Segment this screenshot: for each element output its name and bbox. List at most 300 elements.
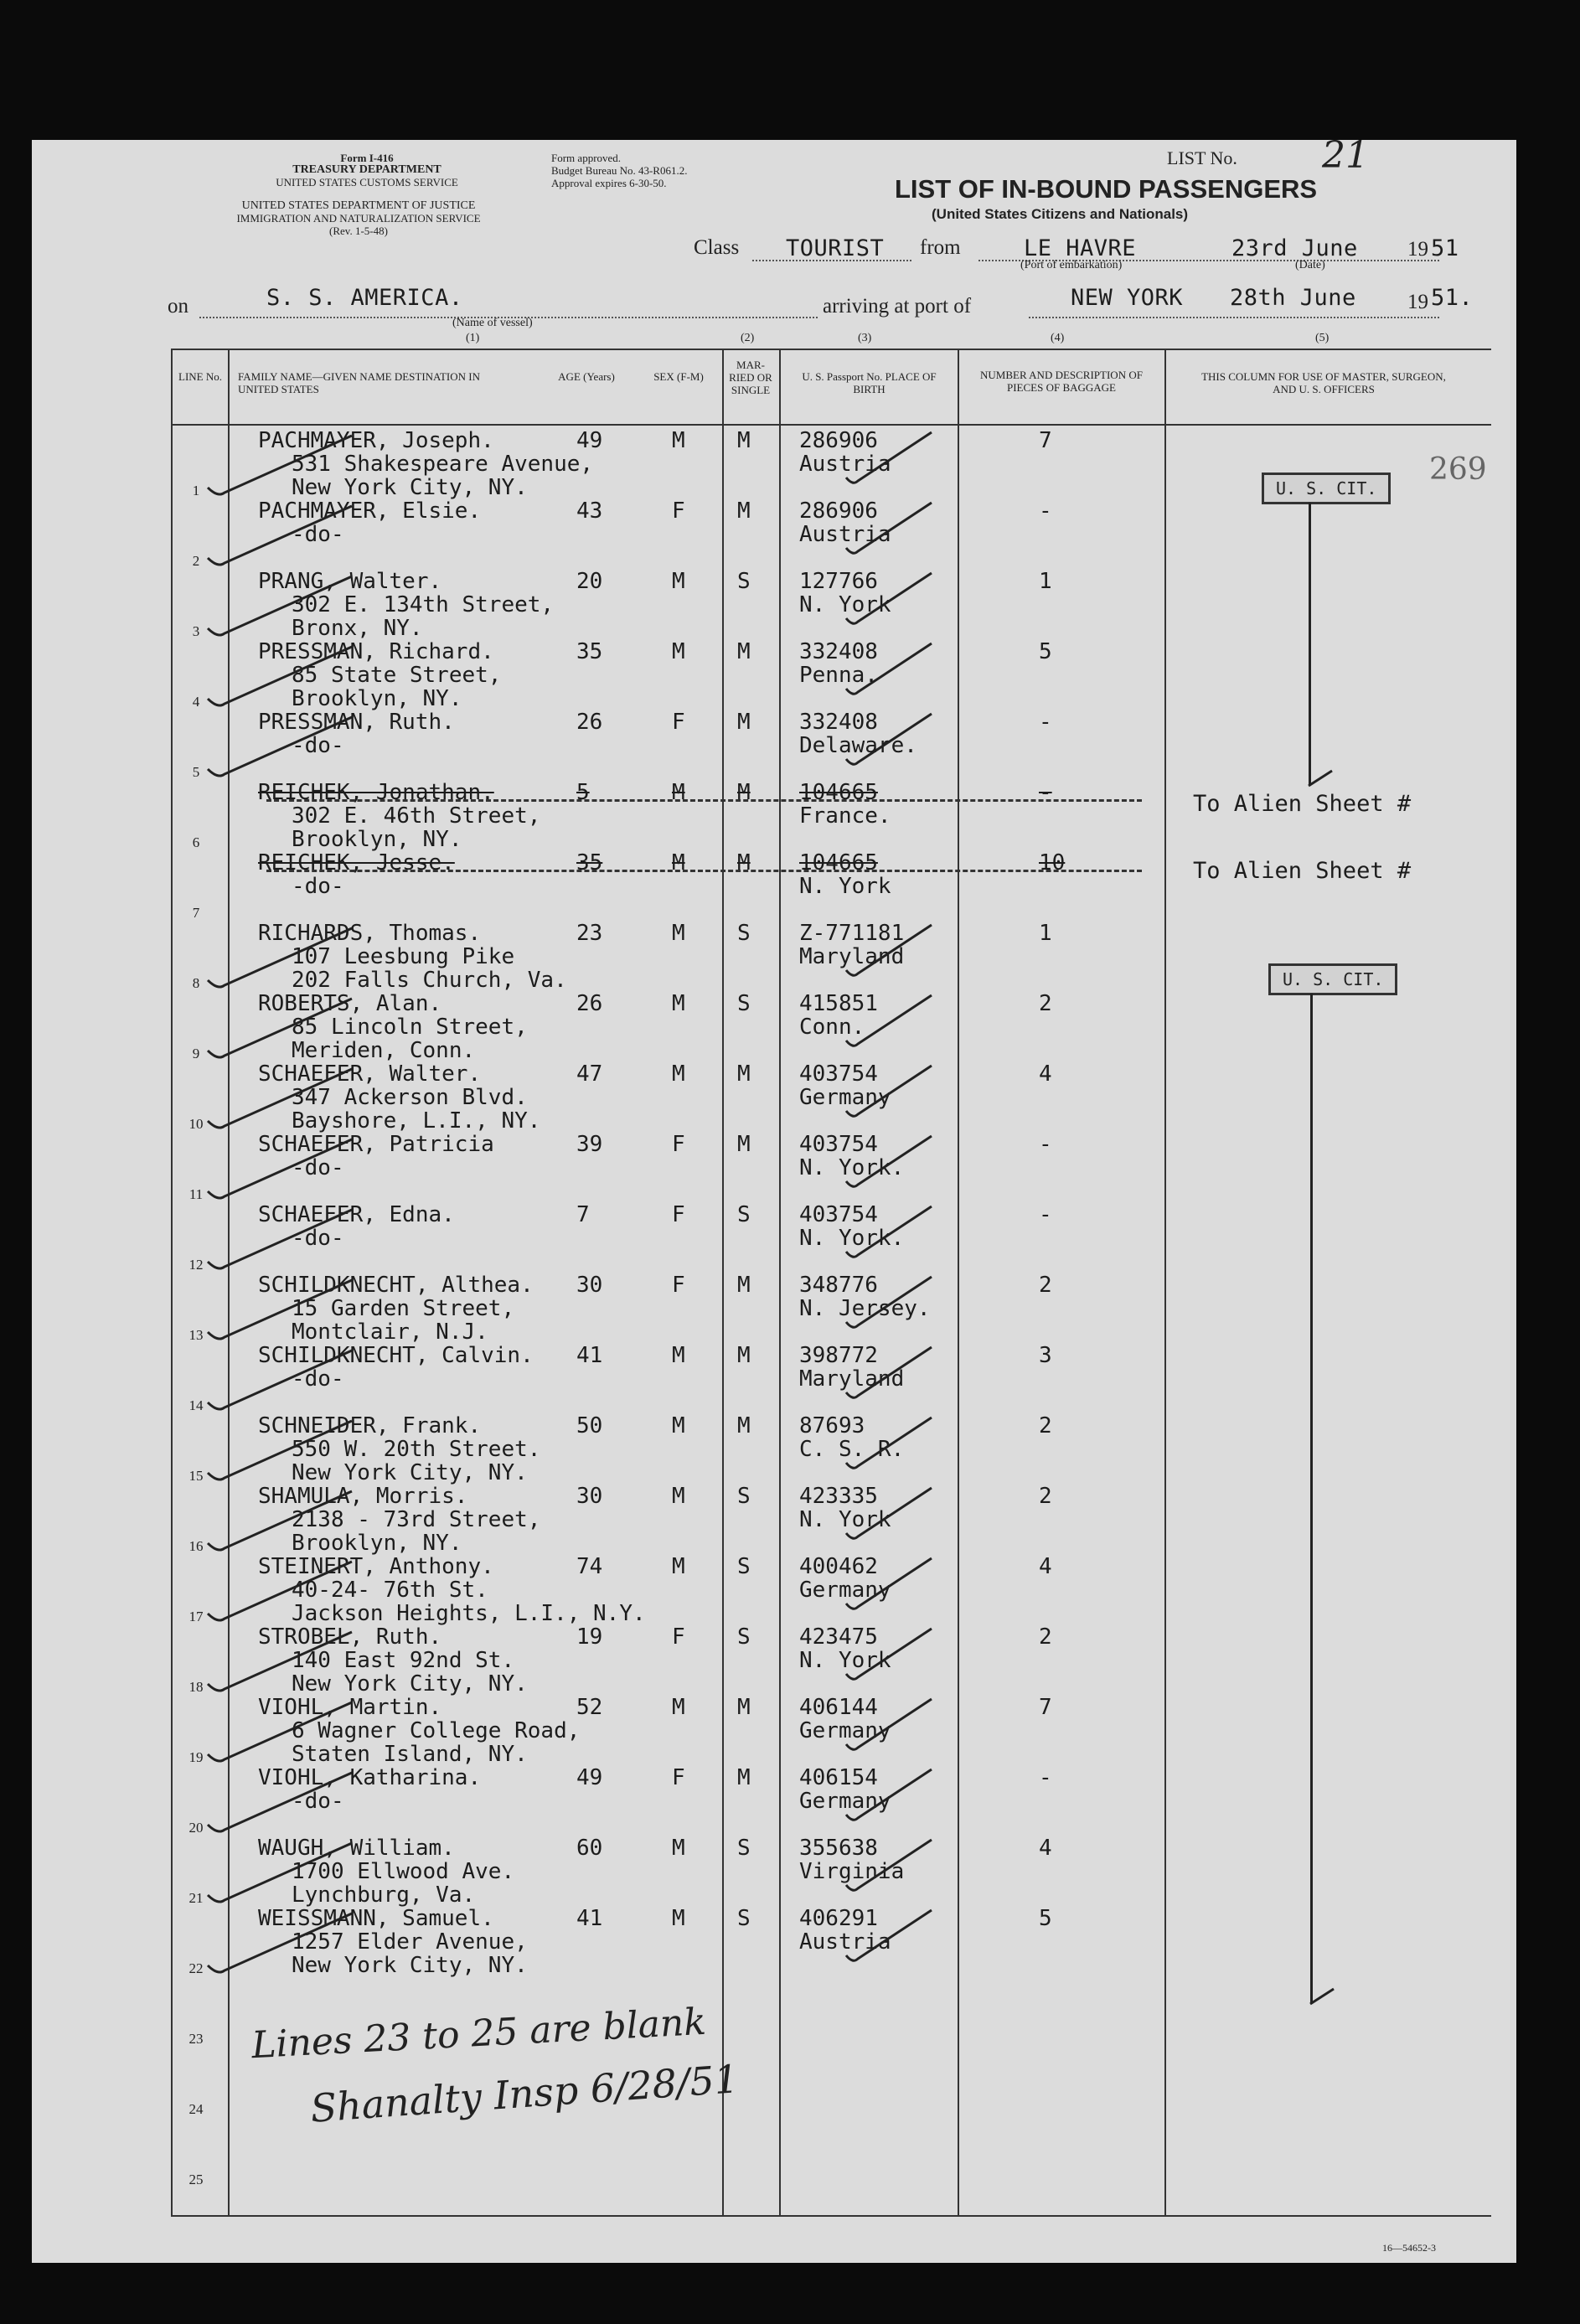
sex: M bbox=[672, 1695, 685, 1720]
dept-justice-sub: IMMIGRATION AND NATURALIZATION SERVICE bbox=[236, 212, 481, 225]
age: 19 bbox=[576, 1624, 603, 1650]
passenger-name: WAUGH, William. bbox=[258, 1836, 455, 1861]
check-mark bbox=[208, 1843, 352, 1902]
marital-status: M bbox=[737, 1273, 751, 1298]
place-of-birth: Maryland bbox=[799, 944, 905, 969]
address-line-1: 531 Shakespeare Avenue, bbox=[292, 452, 594, 477]
line-number: 17 bbox=[188, 1609, 204, 1624]
age: 41 bbox=[576, 1343, 603, 1368]
vessel-name: S. S. AMERICA. bbox=[266, 285, 463, 311]
approval-expires: Approval expires 6-30-50. bbox=[551, 177, 667, 189]
form-id: Form I-416 bbox=[340, 152, 394, 164]
col-header-baggage: NUMBER AND DESCRIPTION OF PIECES OF BAGGAGE bbox=[980, 369, 1143, 394]
address-line-1: 550 W. 20th Street. bbox=[292, 1437, 541, 1462]
line-number: 23 bbox=[188, 2031, 204, 2047]
sex: M bbox=[672, 1061, 685, 1087]
baggage-count: 1 bbox=[1039, 921, 1052, 946]
us-citizen-stamp: U. S. CIT. bbox=[1268, 963, 1397, 995]
col-num-1: (1) bbox=[466, 332, 480, 344]
passenger-name: REICHEK, Jesse. bbox=[258, 850, 455, 875]
passport-number: 406291 bbox=[799, 1906, 878, 1931]
sex: M bbox=[672, 1836, 685, 1861]
place-of-birth: Virginia bbox=[799, 1859, 905, 1884]
address-line-1: -do- bbox=[292, 1155, 344, 1180]
col-header-passport: U. S. Passport No. PLACE OF BIRTH bbox=[802, 370, 937, 395]
age: 52 bbox=[576, 1695, 603, 1720]
baggage-count: 4 bbox=[1039, 1061, 1052, 1087]
port-caption: (Port of embarkation) bbox=[1020, 259, 1123, 271]
address-line-2: Staten Island, NY. bbox=[292, 1742, 528, 1767]
marital-status: S bbox=[737, 569, 751, 594]
blank-lines-note: Lines 23 to 25 are blank bbox=[250, 2000, 708, 2068]
place-of-birth: Germany bbox=[799, 1085, 891, 1110]
place-of-birth: Germany bbox=[799, 1718, 891, 1743]
embark-year: 51 bbox=[1431, 235, 1459, 261]
check-mark bbox=[208, 1913, 352, 1972]
marital-status: S bbox=[737, 1484, 751, 1509]
address-line-2: Montclair, N.J. bbox=[292, 1320, 488, 1345]
passenger-name: SCHILDKNECHT, Calvin. bbox=[258, 1343, 534, 1368]
sex: M bbox=[672, 1484, 685, 1509]
address-line-1: -do- bbox=[292, 874, 344, 899]
place-of-birth: N. York. bbox=[799, 1155, 905, 1180]
passport-number: 286906 bbox=[799, 498, 878, 524]
sex: F bbox=[672, 1202, 685, 1227]
passport-number: 355638 bbox=[799, 1836, 878, 1861]
line-number: 1 bbox=[192, 483, 200, 498]
passport-number: 348776 bbox=[799, 1273, 878, 1298]
marital-status: M bbox=[737, 639, 751, 664]
marital-status: M bbox=[737, 1413, 751, 1438]
form-revision: (Rev. 1-5-48) bbox=[329, 225, 388, 237]
line-number: 7 bbox=[192, 905, 200, 921]
port-of-embarkation: LE HAVRE bbox=[1024, 235, 1137, 261]
passenger-name: SCHAEFER, Patricia bbox=[258, 1132, 494, 1157]
baggage-count: 2 bbox=[1039, 1484, 1052, 1509]
address-line-1: 85 Lincoln Street, bbox=[292, 1015, 528, 1040]
form-approved: Form approved. bbox=[551, 152, 622, 164]
check-mark bbox=[208, 1491, 352, 1550]
address-line-1: 302 E. 46th Street, bbox=[292, 803, 541, 829]
age: 49 bbox=[576, 428, 603, 453]
address-line-1: 347 Ackerson Blvd. bbox=[292, 1085, 528, 1110]
sex: M bbox=[672, 1413, 685, 1438]
passport-number: 403754 bbox=[799, 1132, 878, 1157]
col-num-5: (5) bbox=[1315, 332, 1330, 344]
age: 41 bbox=[576, 1906, 603, 1931]
sex: M bbox=[672, 639, 685, 664]
address-line-1: 302 E. 134th Street, bbox=[292, 592, 555, 617]
baggage-count: - bbox=[1039, 1765, 1052, 1790]
passenger-name: RICHARDS, Thomas. bbox=[258, 921, 482, 946]
baggage-count: 2 bbox=[1039, 1273, 1052, 1298]
check-mark bbox=[846, 714, 932, 764]
marital-status: M bbox=[737, 1765, 751, 1790]
marital-status: S bbox=[737, 1624, 751, 1650]
address-line-1: 1700 Ellwood Ave. bbox=[292, 1859, 515, 1884]
baggage-count: 2 bbox=[1039, 1413, 1052, 1438]
marital-status: M bbox=[737, 1343, 751, 1368]
bracket-foot bbox=[1309, 771, 1332, 786]
address-line-1: 140 East 92nd St. bbox=[292, 1648, 515, 1673]
line-number: 18 bbox=[188, 1679, 204, 1695]
passenger-name: SCHAEFER, Edna. bbox=[258, 1202, 455, 1227]
address-line-1: 1257 Elder Avenue, bbox=[292, 1929, 528, 1955]
check-mark bbox=[208, 1632, 352, 1691]
sex: M bbox=[672, 780, 685, 805]
address-line-2: New York City, NY. bbox=[292, 1671, 528, 1697]
check-mark bbox=[846, 1558, 932, 1609]
passport-number: 403754 bbox=[799, 1061, 878, 1087]
side-number: 269 bbox=[1429, 452, 1487, 487]
passport-number: 127766 bbox=[799, 569, 878, 594]
age: 49 bbox=[576, 1765, 603, 1790]
check-mark bbox=[846, 643, 932, 694]
marital-status: S bbox=[737, 1836, 751, 1861]
check-mark bbox=[208, 1562, 352, 1620]
check-mark bbox=[846, 432, 932, 483]
passenger-name: PRANG, Walter. bbox=[258, 569, 442, 594]
sex: M bbox=[672, 850, 685, 875]
dept-justice: UNITED STATES DEPARTMENT OF JUSTICE bbox=[241, 199, 476, 212]
marital-status: S bbox=[737, 1906, 751, 1931]
place-of-birth: C. S. R. bbox=[799, 1437, 905, 1462]
arrival-port: NEW YORK bbox=[1071, 285, 1184, 311]
address-line-2: New York City, NY. bbox=[292, 1953, 528, 1978]
arrival-date: 28th June bbox=[1230, 285, 1356, 311]
address-line-1: 2138 - 73rd Street, bbox=[292, 1507, 541, 1532]
check-mark bbox=[846, 995, 932, 1046]
place-of-birth: Delaware. bbox=[799, 733, 917, 758]
line-number: 16 bbox=[188, 1538, 204, 1554]
inspector-signature: Shanalty Insp 6/28/51 bbox=[308, 2056, 741, 2131]
page-subtitle: (United States Citizens and Nationals) bbox=[932, 206, 1189, 222]
check-mark bbox=[208, 928, 352, 987]
check-mark bbox=[846, 1699, 932, 1749]
check-mark bbox=[846, 1488, 932, 1538]
marital-status: S bbox=[737, 921, 751, 946]
line-number: 14 bbox=[188, 1397, 204, 1413]
sex: M bbox=[672, 428, 685, 453]
place-of-birth: N. York bbox=[799, 874, 891, 899]
year-prefix: 19 bbox=[1407, 238, 1428, 261]
sex: M bbox=[672, 1343, 685, 1368]
line-number: 10 bbox=[188, 1116, 204, 1132]
check-mark bbox=[846, 1206, 932, 1257]
passenger-name: PRESSMAN, Richard. bbox=[258, 639, 494, 664]
place-of-birth: Maryland bbox=[799, 1366, 905, 1392]
passport-number: 87693 bbox=[799, 1413, 865, 1438]
passport-number: 403754 bbox=[799, 1202, 878, 1227]
address-line-2: Brooklyn, NY. bbox=[292, 686, 462, 711]
check-mark bbox=[846, 1769, 932, 1820]
line-number: 5 bbox=[192, 764, 200, 780]
baggage-count: 5 bbox=[1039, 639, 1052, 664]
address-line-1: 107 Leesbung Pike bbox=[292, 944, 515, 969]
line-number: 4 bbox=[192, 694, 200, 710]
address-line-1: 40-24- 76th St. bbox=[292, 1578, 488, 1603]
line-number: 11 bbox=[188, 1186, 204, 1202]
marital-status: M bbox=[737, 498, 751, 524]
baggage-count: 4 bbox=[1039, 1836, 1052, 1861]
line-number: 21 bbox=[188, 1890, 204, 1906]
place-of-birth: Penna. bbox=[799, 663, 878, 688]
address-line-1: -do- bbox=[292, 1226, 344, 1251]
budget-bureau: Budget Bureau No. 43-R061.2. bbox=[551, 164, 688, 177]
baggage-count: 10 bbox=[1039, 850, 1066, 875]
line-number: 9 bbox=[192, 1046, 200, 1061]
passport-number: 332408 bbox=[799, 639, 878, 664]
arriving-label: arriving at port of bbox=[823, 295, 972, 318]
check-mark bbox=[208, 1421, 352, 1480]
place-of-birth: N. York. bbox=[799, 1226, 905, 1251]
col-num-3: (3) bbox=[858, 332, 872, 344]
passport-number: 406144 bbox=[799, 1695, 878, 1720]
passenger-name: PACHMAYER, Joseph. bbox=[258, 428, 494, 453]
address-line-1: -do- bbox=[292, 1366, 344, 1392]
place-of-birth: France. bbox=[799, 803, 891, 829]
place-of-birth: N. York bbox=[799, 1507, 891, 1532]
passport-number: 423475 bbox=[799, 1624, 878, 1650]
age: 5 bbox=[576, 780, 590, 805]
marital-status: M bbox=[737, 780, 751, 805]
date-caption: (Date) bbox=[1295, 259, 1325, 271]
check-mark bbox=[846, 1910, 932, 1960]
passport-number: 423335 bbox=[799, 1484, 878, 1509]
baggage-count: - bbox=[1039, 780, 1052, 805]
address-line-1: -do- bbox=[292, 1789, 344, 1814]
age: 26 bbox=[576, 991, 603, 1016]
address-line-2: Bronx, NY. bbox=[292, 616, 423, 641]
baggage-count: 4 bbox=[1039, 1554, 1052, 1579]
address-line-2: Meriden, Conn. bbox=[292, 1038, 476, 1063]
age: 20 bbox=[576, 569, 603, 594]
address-line-1: 15 Garden Street, bbox=[292, 1296, 515, 1321]
passenger-name: SCHNEIDER, Frank. bbox=[258, 1413, 482, 1438]
line-number: 8 bbox=[192, 975, 200, 991]
class-label: Class bbox=[694, 236, 740, 259]
sex: F bbox=[672, 1132, 685, 1157]
address-line-1: -do- bbox=[292, 522, 344, 547]
page-title: LIST OF IN-BOUND PASSENGERS bbox=[895, 174, 1318, 204]
check-mark bbox=[846, 925, 932, 975]
passport-number: Z-771181 bbox=[799, 921, 905, 946]
baggage-count: - bbox=[1039, 1132, 1052, 1157]
dept-treasury-sub: UNITED STATES CUSTOMS SERVICE bbox=[276, 176, 458, 189]
passport-number: 415851 bbox=[799, 991, 878, 1016]
line-number: 20 bbox=[188, 1820, 204, 1836]
passenger-name: ROBERTS, Alan. bbox=[258, 991, 442, 1016]
line-number: 22 bbox=[188, 1960, 204, 1976]
line-number: 25 bbox=[188, 2172, 204, 2187]
passenger-name: WEISSMANN, Samuel. bbox=[258, 1906, 494, 1931]
us-citizen-stamp: U. S. CIT. bbox=[1262, 473, 1391, 504]
arrival-year: 51. bbox=[1431, 285, 1474, 311]
check-mark bbox=[846, 1840, 932, 1890]
age: 23 bbox=[576, 921, 603, 946]
place-of-birth: Germany bbox=[799, 1578, 891, 1603]
age: 30 bbox=[576, 1273, 603, 1298]
check-mark bbox=[846, 503, 932, 553]
marital-status: S bbox=[737, 1554, 751, 1579]
place-of-birth: N. Jersey. bbox=[799, 1296, 931, 1321]
passenger-name: STEINERT, Anthony. bbox=[258, 1554, 494, 1579]
embark-date: 23rd June bbox=[1231, 235, 1358, 261]
marital-status: M bbox=[737, 428, 751, 453]
baggage-count: - bbox=[1039, 498, 1052, 524]
place-of-birth: N. York bbox=[799, 1648, 891, 1673]
sex: F bbox=[672, 710, 685, 735]
col-header-age: AGE (Years) bbox=[558, 370, 615, 383]
check-mark bbox=[208, 576, 352, 635]
class-value: TOURIST bbox=[786, 235, 885, 261]
age: 47 bbox=[576, 1061, 603, 1087]
address-line-2: Jackson Heights, L.I., N.Y. bbox=[292, 1601, 646, 1626]
passenger-name: SHAMULA, Morris. bbox=[258, 1484, 468, 1509]
address-line-2: Bayshore, L.I., NY. bbox=[292, 1108, 541, 1134]
passenger-name: SCHAEFER, Walter. bbox=[258, 1061, 482, 1087]
place-of-birth: N. York bbox=[799, 592, 891, 617]
passenger-name: SCHILDKNECHT, Althea. bbox=[258, 1273, 534, 1298]
check-mark bbox=[208, 506, 352, 565]
list-number: 21 bbox=[1322, 134, 1369, 177]
sex: M bbox=[672, 1906, 685, 1931]
address-line-1: 6 Wagner College Road, bbox=[292, 1718, 581, 1743]
year-prefix-2: 19 bbox=[1407, 291, 1428, 313]
col-header-name: FAMILY NAME—GIVEN NAME DESTINATION IN UNITED STATES bbox=[238, 370, 481, 395]
on-label: on bbox=[168, 295, 188, 318]
alien-sheet-note: To Alien Sheet # bbox=[1193, 791, 1412, 817]
address-line-1: 85 State Street, bbox=[292, 663, 502, 688]
address-line-2: New York City, NY. bbox=[292, 1460, 528, 1485]
place-of-birth: Austria bbox=[799, 1929, 891, 1955]
alien-sheet-note: To Alien Sheet # bbox=[1193, 858, 1412, 884]
passenger-name: STROBEL, Ruth. bbox=[258, 1624, 442, 1650]
marital-status: S bbox=[737, 1202, 751, 1227]
check-mark bbox=[208, 1210, 352, 1268]
baggage-count: 5 bbox=[1039, 1906, 1052, 1931]
list-no-label: LIST No. bbox=[1167, 147, 1237, 168]
passenger-name: VIOHL, Katharina. bbox=[258, 1765, 482, 1790]
passport-number: 104665 bbox=[799, 780, 878, 805]
footer-code-text: 16—54652-3 bbox=[1382, 2242, 1436, 2254]
baggage-count: 3 bbox=[1039, 1343, 1052, 1368]
address-line-2: New York City, NY. bbox=[292, 475, 528, 500]
passport-number: 104665 bbox=[799, 850, 878, 875]
age: 26 bbox=[576, 710, 603, 735]
line-number: 15 bbox=[188, 1468, 204, 1484]
passport-number: 286906 bbox=[799, 428, 878, 453]
line-number: 12 bbox=[188, 1257, 204, 1273]
sex: F bbox=[672, 1273, 685, 1298]
check-mark bbox=[846, 1347, 932, 1397]
check-mark bbox=[846, 573, 932, 623]
passenger-name: VIOHL, Martin. bbox=[258, 1695, 442, 1720]
dept-treasury: TREASURY DEPARTMENT bbox=[292, 163, 441, 176]
age: 35 bbox=[576, 850, 603, 875]
address-line-2: Lynchburg, Va. bbox=[292, 1882, 476, 1908]
line-number: 2 bbox=[192, 553, 200, 569]
from-label: from bbox=[920, 236, 961, 259]
age: 7 bbox=[576, 1202, 590, 1227]
baggage-count: 2 bbox=[1039, 1624, 1052, 1650]
bracket-foot bbox=[1310, 1989, 1334, 2004]
check-mark bbox=[846, 1418, 932, 1468]
age: 50 bbox=[576, 1413, 603, 1438]
check-mark bbox=[208, 1280, 352, 1339]
check-mark bbox=[208, 1139, 352, 1198]
baggage-count: 7 bbox=[1039, 428, 1052, 453]
age: 43 bbox=[576, 498, 603, 524]
place-of-birth: Austria bbox=[799, 452, 891, 477]
sex: F bbox=[672, 1765, 685, 1790]
check-mark bbox=[846, 1136, 932, 1186]
check-mark bbox=[208, 1069, 352, 1128]
col-num-2: (2) bbox=[741, 332, 755, 344]
marital-status: M bbox=[737, 1695, 751, 1720]
age: 35 bbox=[576, 639, 603, 664]
age: 30 bbox=[576, 1484, 603, 1509]
passenger-name: PRESSMAN, Ruth. bbox=[258, 710, 455, 735]
age: 74 bbox=[576, 1554, 603, 1579]
baggage-count: - bbox=[1039, 710, 1052, 735]
col-num-4: (4) bbox=[1051, 332, 1065, 344]
check-mark bbox=[208, 1702, 352, 1761]
line-number: 13 bbox=[188, 1327, 204, 1343]
passport-number: 398772 bbox=[799, 1343, 878, 1368]
sex: M bbox=[672, 1554, 685, 1579]
sex: M bbox=[672, 569, 685, 594]
line-number: 19 bbox=[188, 1749, 204, 1765]
check-mark bbox=[208, 717, 352, 776]
marital-status: M bbox=[737, 1132, 751, 1157]
passenger-name: REICHEK, Jonathan. bbox=[258, 780, 494, 805]
check-mark bbox=[208, 999, 352, 1057]
check-mark bbox=[208, 1351, 352, 1409]
col-header-sex: SEX (F-M) bbox=[653, 370, 704, 383]
baggage-count: 1 bbox=[1039, 569, 1052, 594]
col-header-married: MAR-RIED OR SINGLE bbox=[729, 359, 772, 396]
check-mark bbox=[846, 1066, 932, 1116]
place-of-birth: Germany bbox=[799, 1789, 891, 1814]
marital-status: M bbox=[737, 1061, 751, 1087]
check-mark bbox=[846, 1277, 932, 1327]
address-line-2: Brooklyn, NY. bbox=[292, 1531, 462, 1556]
age: 39 bbox=[576, 1132, 603, 1157]
sex: M bbox=[672, 991, 685, 1016]
baggage-count: 2 bbox=[1039, 991, 1052, 1016]
passport-number: 406154 bbox=[799, 1765, 878, 1790]
age: 60 bbox=[576, 1836, 603, 1861]
col-header-line: LINE No. bbox=[178, 370, 222, 383]
address-line-2: Brooklyn, NY. bbox=[292, 827, 462, 852]
passport-number: 332408 bbox=[799, 710, 878, 735]
passport-number: 400462 bbox=[799, 1554, 878, 1579]
check-mark bbox=[208, 647, 352, 705]
address-line-2: 202 Falls Church, Va. bbox=[292, 968, 567, 993]
marital-status: S bbox=[737, 991, 751, 1016]
vessel-caption: (Name of vessel) bbox=[452, 317, 533, 329]
place-of-birth: Austria bbox=[799, 522, 891, 547]
baggage-count: 7 bbox=[1039, 1695, 1052, 1720]
address-line-1: -do- bbox=[292, 733, 344, 758]
sex: M bbox=[672, 921, 685, 946]
baggage-count: - bbox=[1039, 1202, 1052, 1227]
passenger-name: PACHMAYER, Elsie. bbox=[258, 498, 482, 524]
line-number: 3 bbox=[192, 623, 200, 639]
check-mark bbox=[846, 1629, 932, 1679]
marital-status: M bbox=[737, 850, 751, 875]
